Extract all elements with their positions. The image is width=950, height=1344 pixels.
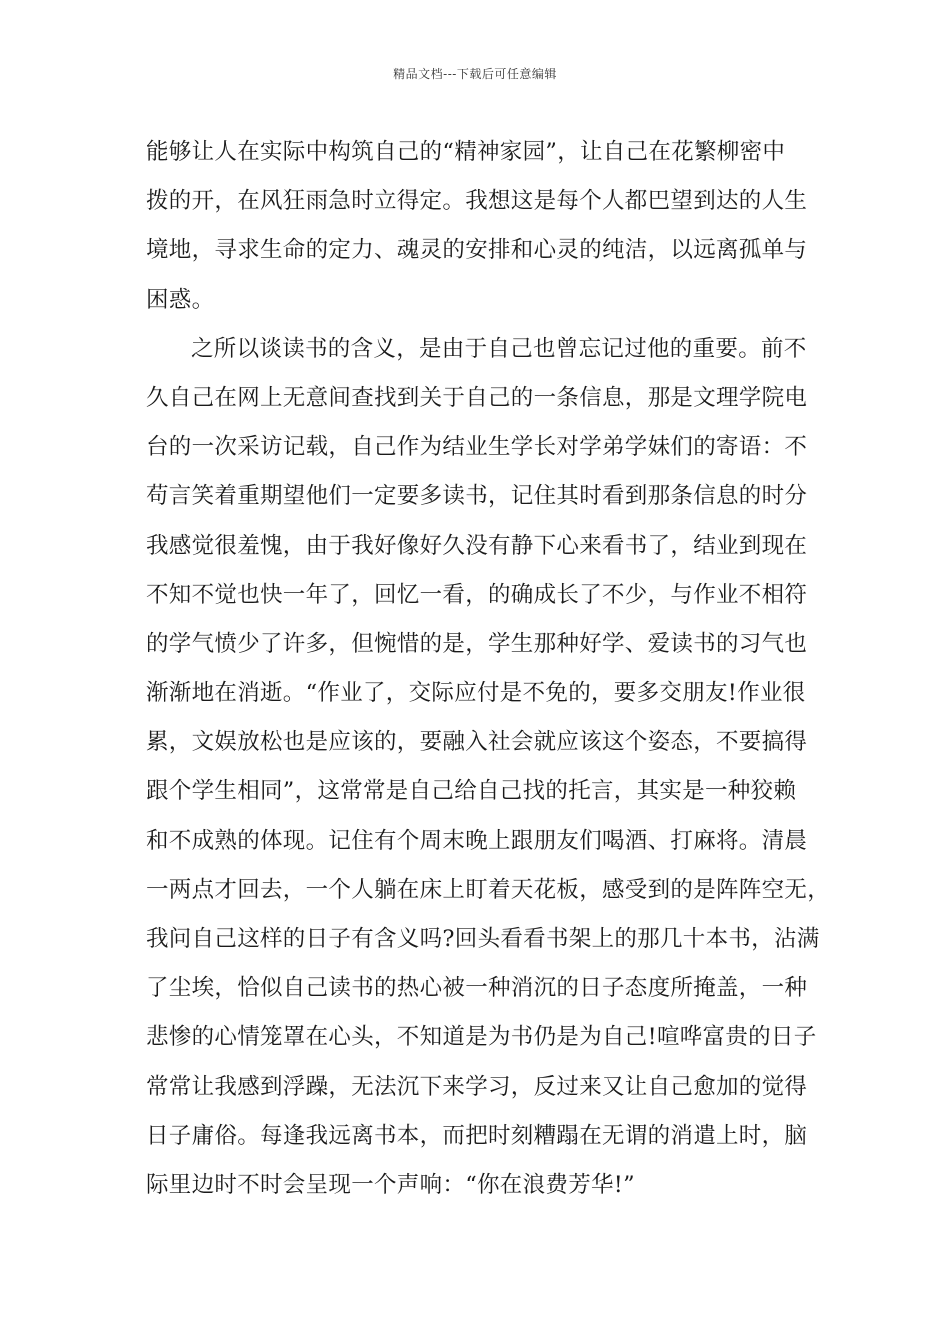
text-line: 和不成熟的体现。记住有个周末晚上跟朋友们喝酒、打麻将。清晨 bbox=[146, 827, 808, 854]
text-line: 能够让人在实际中构筑自己的“精神家园”，让自己在花繁柳密中 bbox=[146, 139, 786, 165]
text-line: 一两点才回去，一个人躺在床上盯着天花板，感受到的是阵阵空无， bbox=[146, 876, 831, 903]
text-line: 之所以谈读书的含义，是由于自己也曾忘记过他的重要。前不 bbox=[191, 335, 807, 362]
text-line: 累，文娱放松也是应该的，要融入社会就应该这个姿态，不要搞得 bbox=[146, 729, 808, 756]
text-line: 境地，寻求生命的定力、魂灵的安排和心灵的纯洁，以远离孤单与 bbox=[146, 237, 808, 264]
text-line: 困惑。 bbox=[146, 286, 215, 313]
text-line: 我问自己这样的日子有含义吗?回头看看书架上的那几十本书，沾满 bbox=[146, 926, 820, 952]
text-line: 的学气愤少了许多，但惋惜的是，学生那种好学、爱读书的习气也 bbox=[146, 630, 808, 657]
text-line: 常常让我感到浮躁，无法沉下来学习，反过来又让自己愈加的觉得 bbox=[146, 1073, 808, 1100]
text-line: 了尘埃，恰似自己读书的热心被一种消沉的日子态度所掩盖，一种 bbox=[146, 975, 808, 1002]
text-line: 跟个学生相同”，这常常是自己给自己找的托言，其实是一种狡赖 bbox=[146, 778, 797, 805]
text-line: 日子庸俗。每逢我远离书本，而把时刻糟蹋在无谓的消遣上时，脑 bbox=[146, 1122, 808, 1149]
document-body bbox=[146, 128, 831, 1210]
paragraph-2 bbox=[146, 325, 831, 1210]
text-line: 我感觉很羞愧，由于我好像好久没有静下心来看书了，结业到现在 bbox=[146, 532, 808, 559]
text-line: 不知不觉也快一年了，回忆一看，的确成长了不少，与作业不相符 bbox=[146, 581, 808, 608]
text-line: 苟言笑着重期望他们一定要多读书，记住其时看到那条信息的时分 bbox=[146, 483, 808, 510]
text-line: 悲惨的心情笼罩在心头，不知道是为书仍是为自己!喧哗富贵的日子 bbox=[146, 1024, 817, 1051]
page-header: 精品文档---下载后可任意编辑 bbox=[393, 67, 557, 81]
text-line: 拨的开，在风狂雨急时立得定。我想这是每个人都巴望到达的人生 bbox=[146, 188, 808, 215]
text-line: 台的一次采访记载，自己作为结业生学长对学弟学妹们的寄语：不 bbox=[146, 434, 808, 461]
paragraph-1 bbox=[146, 128, 811, 325]
text-line: 际里边时不时会呈现一个声响：“你在浪费芳华!” bbox=[146, 1171, 635, 1198]
text-line: 渐渐地在消逝。“作业了，交际应付是不免的，要多交朋友!作业很 bbox=[146, 680, 806, 707]
text-line: 久自己在网上无意间查找到关于自己的一条信息，那是文理学院电 bbox=[146, 384, 808, 411]
